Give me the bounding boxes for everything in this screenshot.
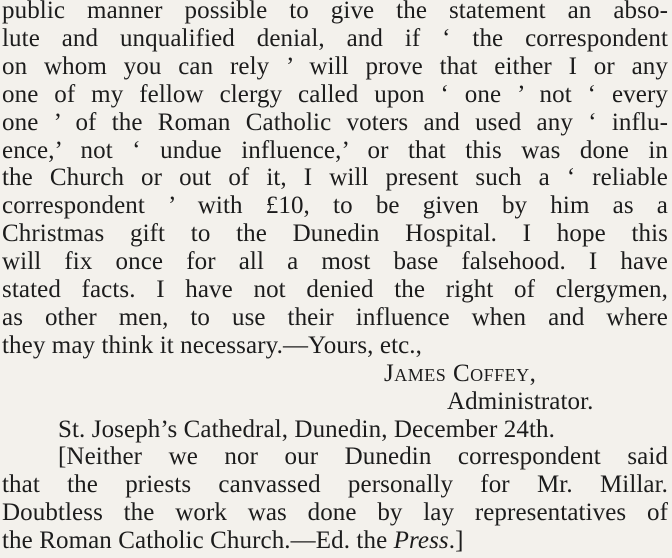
letter-line: on whom you can rely ’ will prove that either I or any <box>2 52 668 80</box>
editor-note-text: the Roman Catholic Church.—Ed. the <box>2 527 394 555</box>
letter-line: will fix once for all a most base falsehood. I have <box>2 248 668 276</box>
letter-line: the Church or out of it, I will present such a ‘ reliable <box>2 164 668 192</box>
letter-line: stated facts. I have not denied the right of clergymen, <box>2 276 668 303</box>
editor-note-line: Doubtless the work was done by lay representatives of <box>2 499 668 527</box>
letter-line: one ’ of the Roman Catholic voters and used any ‘ influ- <box>2 108 668 136</box>
editor-note-line: [Neither we nor our Dunedin correspondent said <box>58 443 668 471</box>
newspaper-name: Press <box>393 527 449 555</box>
signature-name: James Coffey, <box>384 359 537 387</box>
letter-line: Christmas gift to the Dunedin Hospital. I hope this <box>2 220 668 248</box>
letter-line: public manner possible to give the statement an abso- <box>2 0 668 24</box>
dateline: St. Joseph’s Cathedral, Dunedin, December 24th. <box>58 415 555 443</box>
editor-note-end: .] <box>448 527 464 555</box>
letter-line: correspondent ’ with £10, to be given by him as a <box>2 192 668 220</box>
signature-title: Administrator. <box>447 387 594 415</box>
letter-line: as other men, to use their influence when and where <box>2 303 668 331</box>
editor-note-line: that the priests canvassed personally for Mr. Millar. <box>2 471 668 499</box>
editor-note-last-line <box>2 527 668 555</box>
letter-line: ence,’ not ‘ undue influence,’ or that this was done in <box>2 136 668 164</box>
letter-closing: they may think it necessary.—Yours, etc., <box>2 331 423 359</box>
letter-line: one of my fellow clergy called upon ‘ one ’ not ‘ every <box>2 80 668 108</box>
letter-line: lute and unqualified denial, and if ‘ the correspondent <box>2 24 668 52</box>
